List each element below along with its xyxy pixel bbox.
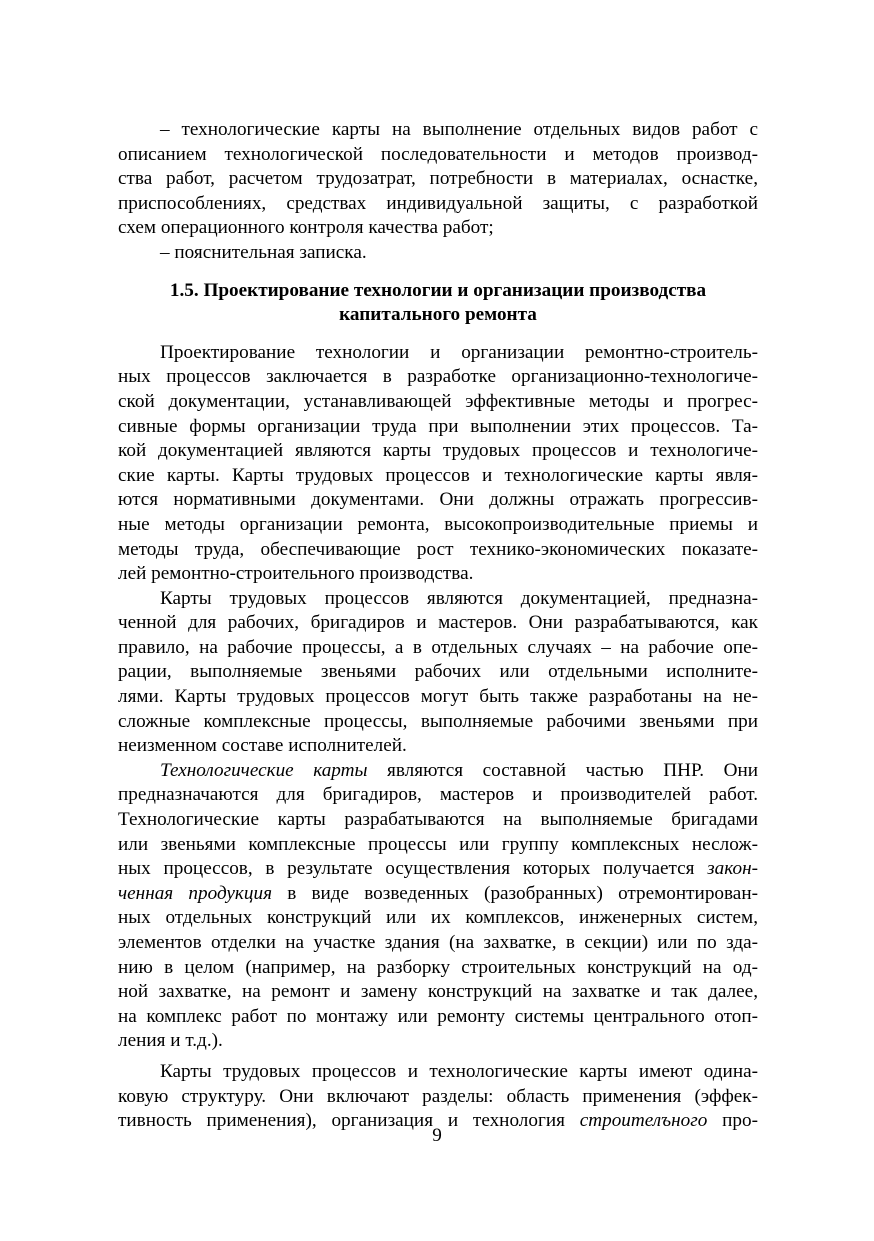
text-line: Карты трудовых процессов и технологические карты имеют одина- — [160, 1060, 758, 1082]
text-line: сложные комплексные процессы, выполняемые рабочими звеньями при — [118, 710, 758, 732]
heading-line: 1.5. Проектирование технологии и организации производства — [169, 279, 707, 301]
paragraph-1 — [118, 341, 758, 587]
text-line: нию в целом (например, на разборку строительных конструкций на од- — [118, 956, 758, 978]
text-line: предназначаются для бригадиров, мастеров и производителей работ. — [118, 784, 758, 806]
text-line: ной захватке, на ремонт и замену конструкций на захватке и так далее, — [118, 981, 758, 1003]
text-line: ных отдельных конструкций или их комплексов, инженерных систем, — [118, 907, 758, 929]
text-line — [118, 759, 758, 784]
section-heading — [118, 279, 758, 328]
italic-term: закон- — [707, 858, 758, 880]
list-item: – пояснительная записка. — [160, 241, 367, 263]
text-line: ления и т.д.). — [118, 1030, 223, 1052]
text-span: являются составной частью ПНР. Они — [367, 759, 758, 781]
text-span: ных процессов, в результате осуществления которых получается — [118, 858, 708, 880]
text-line: лей ремонтно-строительного производства. — [118, 563, 474, 585]
document-page — [118, 118, 758, 1134]
text-line: неизменном составе исполнителей. — [118, 735, 407, 757]
text-line: Карты трудовых процессов являются документацией, предназна- — [160, 587, 758, 609]
text-span: тивность применения), организация и технология — [118, 1110, 580, 1132]
text-line: ские карты. Карты трудовых процессов и технологические карты явля- — [118, 464, 758, 486]
text-span: в виде возведенных (разобранных) отремонтирован- — [272, 882, 758, 904]
text-line: схем операционного контроля качества работ; — [118, 217, 494, 239]
italic-term: строителъного — [579, 1110, 708, 1132]
text-line: описанием технологической последовательности и методов производ- — [118, 143, 758, 165]
paragraph-2 — [118, 587, 758, 759]
italic-term: Технологические карты — [160, 759, 368, 781]
text-line: ных процессов заключается в разработке организационно-технологиче- — [118, 366, 758, 388]
text-line — [118, 857, 758, 882]
intro-list — [118, 118, 758, 266]
page-number: 9 — [432, 1125, 442, 1146]
heading-line: капитального ремонта — [339, 304, 537, 326]
text-line: ковую структуру. Они включают разделы: область применения (эффек- — [118, 1085, 758, 1107]
text-line — [118, 882, 758, 907]
text-span: про- — [707, 1110, 758, 1132]
text-line: правило, на рабочие процессы, а в отдельных случаях – на рабочие опе- — [118, 636, 758, 658]
text-line: приспособлениях, средствах индивидуальной защиты, с разработкой — [118, 192, 758, 214]
text-line: методы труда, обеспечивающие рост технико-экономических показате- — [118, 538, 758, 560]
text-line: элементов отделки на участке здания (на захватке, в секции) или по зда- — [118, 932, 758, 953]
text-line: сивные формы организации труда при выполнении этих процессов. Та- — [118, 415, 758, 437]
text-line: кой документацией являются карты трудовых процессов и технологиче- — [118, 440, 758, 462]
text-line: ской документации, устанавливающей эффективные методы и прогрес- — [118, 390, 758, 412]
text-line: ченной для рабочих, бригадиров и мастеров. Они разрабатываются, как — [118, 612, 758, 634]
text-line: Технологические карты разрабатываются на выполняемые бригадами — [118, 809, 758, 831]
text-line: на комплекс работ по монтажу или ремонту системы центрального отоп- — [118, 1005, 758, 1027]
text-line: ства работ, расчетом трудозатрат, потребности в материалах, оснастке, — [118, 168, 758, 190]
text-line: или звеньями комплексные процессы или группу комплексных неслож- — [118, 833, 758, 855]
list-item: – технологические карты на выполнение отдельных видов работ с — [160, 119, 758, 140]
paragraph-3 — [118, 759, 758, 1054]
text-line: Проектирование технологии и организации ремонтно-строитель- — [160, 341, 758, 363]
italic-term: ченная продукция — [118, 882, 272, 904]
paragraph-4 — [118, 1060, 758, 1134]
text-line: ные методы организации ремонта, высокопроизводительные приемы и — [118, 513, 758, 535]
text-line: рации, выполняемые звеньями рабочих или отдельными исполните- — [118, 661, 758, 683]
text-line: ются нормативными документами. Они должны отражать прогрессив- — [118, 489, 758, 511]
text-line: лями. Карты трудовых процессов могут быть также разработаны на не- — [118, 686, 758, 708]
